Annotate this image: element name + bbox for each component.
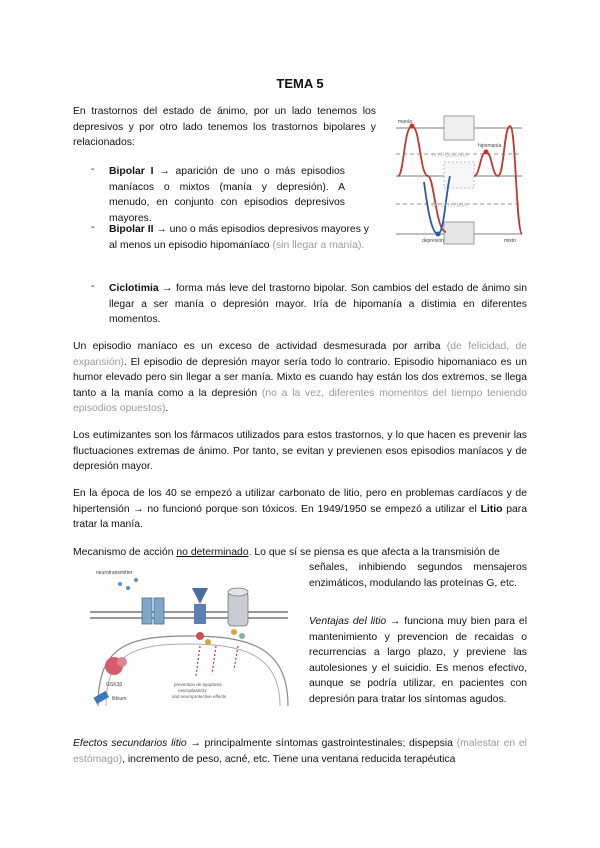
gray-note: (malestar en el estómago) <box>73 738 527 765</box>
bullet-note: (sin llegar a manía). <box>272 239 365 251</box>
paragraph-episodes <box>73 339 527 417</box>
paragraph-litio-history <box>73 486 527 533</box>
text-span: . <box>165 403 169 415</box>
bullet-bipolar-2 <box>109 222 369 253</box>
label-mania: manía <box>398 119 412 125</box>
italic-term: Ventajas del litio <box>309 616 387 627</box>
molecule-dot <box>118 582 122 586</box>
text-span: , incremento de peso, acné, etc. Tiene una ventana reducida terapéutica <box>122 753 456 765</box>
signal-arrow <box>196 646 200 676</box>
receptor-1b <box>154 598 164 624</box>
bullet-text: → forma más leve del trastorno bipolar. Son cambios del estado de ánimo sin llegar a ser manía o depresión mayor. Iría de hipomanía a distimia en diferentes momentos. <box>109 283 527 326</box>
page-title: TEMA 5 <box>276 76 324 91</box>
depression-box <box>444 222 474 244</box>
text-span: Mecanismo de acción <box>73 547 177 558</box>
bullet-text: → uno o más episodios depresivos mayores y al menos un episodio hipomaníaco <box>109 224 369 251</box>
label-hypomania-band: HYPOMANIA <box>432 153 469 159</box>
mechanism-line <box>73 545 533 561</box>
bullet-ciclotimia <box>109 281 527 328</box>
label-neurotransmitter: neurotransmitter <box>96 570 133 576</box>
text-span: → principalmente síntomas gastrointestinales; dispepsia <box>186 738 457 749</box>
label-hipomania: hipomanía <box>478 143 502 149</box>
intro-paragraph: En trastornos del estado de ánimo, por un lado tenemos los depresivos y por otro lado tenemos los trastornos bipolares y relacionados: <box>73 106 376 149</box>
channel-3 <box>228 592 248 626</box>
label-lithium: lithium <box>112 696 127 702</box>
gray-note: (de felicidad, de expansión) <box>73 341 527 368</box>
receptor-1 <box>142 598 152 624</box>
bold-term: Litio <box>480 503 503 515</box>
channel-3-top <box>228 588 248 596</box>
caption-line-1: prevention de apoptosis <box>174 682 222 687</box>
mechanism-continuation: señales, inhibiendo segundos mensajeros enzimáticos, modulando las proteínas G, etc. <box>309 562 527 589</box>
gray-note: (no a la vez, diferentes momentos del tiempo teniendo episodios opuestos) <box>73 387 527 415</box>
mood-curve-red <box>398 126 446 232</box>
caption-line-2: neuroplasticity <box>178 688 207 693</box>
text-span: En la época de los 40 se empezó a utilizar carbonato de litio, pero en problemas cardíacos y de hipertensión → no funcionó porque son tóxicos. En 1949/1950 se empezó a utilizar el <box>73 488 527 515</box>
label-dysthymia-band: DYSTHYMIA <box>432 203 468 209</box>
bullet-dash: - <box>91 164 95 175</box>
mood-episodes-chart <box>394 112 524 247</box>
bullet-dash: - <box>91 281 95 292</box>
signal-dot <box>196 632 204 640</box>
signal-dot <box>231 629 237 635</box>
label-gsk: GSK3β <box>106 682 123 688</box>
lithium-mechanism-figure <box>88 566 300 712</box>
signal-arrow <box>234 646 238 670</box>
bullet-term: Bipolar II <box>109 224 154 235</box>
paragraph-ventajas <box>309 614 527 708</box>
label-mixto: mixto <box>504 238 516 244</box>
bullet-dash: - <box>91 222 95 233</box>
bullet-text: → aparición de uno o más episodios maníacos o mixtos (manía y depresión). A menudo, en conjunto con episodios depresivos mayores. <box>109 166 345 224</box>
molecule-dot <box>126 586 130 590</box>
label-depresion: depresión <box>422 238 444 244</box>
caption-line-3: and neuroprotective effects <box>172 694 227 699</box>
signal-dot <box>239 633 245 639</box>
signal-arrow <box>212 646 216 674</box>
receptor-2 <box>192 588 208 604</box>
molecule-dot <box>134 578 138 582</box>
text-span: . Lo que sí se piensa es que afecta a la transmisión de <box>248 547 500 558</box>
text-span: Un episodio maníaco es un exceso de actividad desmesurada por arriba <box>73 341 447 352</box>
paragraph-eutimizantes: Los eutimizantes son los fármacos utilizados para estos trastornos, y lo que hacen es prevenir las fluctuaciones extremas de ánimo. Por tanto, se evitan y previenen esos episodios maníacos y de depresión mayor. <box>73 430 527 473</box>
text-span: . El episodio de depresión mayor sería todo lo contrario. Episodio hipomaniaco es un humor elevado pero sin llegar a ser manía. Mixto es cuando hay están los dos extremos, se llega tanto a la manía como a la depresión <box>73 356 527 399</box>
bullet-bipolar-1 <box>109 164 345 226</box>
enzyme-cluster-2 <box>117 657 127 667</box>
bullet-term: Bipolar I <box>109 166 154 177</box>
peak-marker-2 <box>484 150 489 155</box>
text-span: para tratar la manía. <box>73 503 528 531</box>
mania-box <box>444 116 474 140</box>
text-span: → funciona muy bien para el mantenimiento y prevencion de recaidas o recurrencias a largo plazo, y previene las autolesiones y el suicidio. Es menos efectivo, aunque se podría utilizar, en pacientes con depresión para tratar los síntomas agudos. <box>309 616 527 705</box>
bullet-term: Ciclotimia <box>109 283 159 294</box>
underlined-term: no determinado <box>176 547 249 558</box>
signal-dot <box>205 639 211 645</box>
paragraph-efectos <box>73 736 527 767</box>
peak-marker-3 <box>436 232 441 237</box>
receptor-2-body <box>194 604 206 624</box>
italic-term: Efectos secundarios litio <box>73 738 187 749</box>
